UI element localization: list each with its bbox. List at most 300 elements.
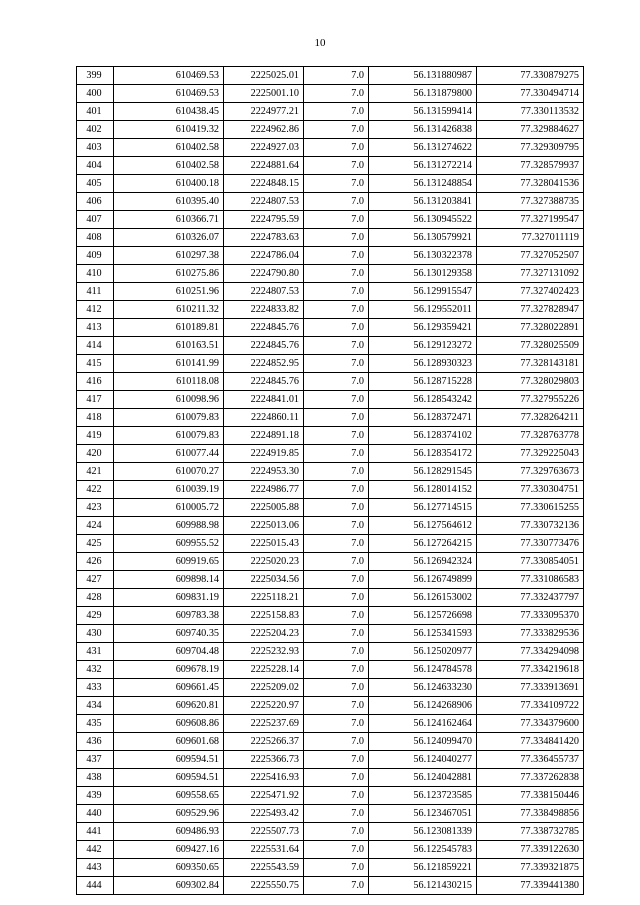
y-coordinate-cell: 2224841.01 <box>224 391 304 409</box>
longitude-cell: 77.327052507 <box>477 247 584 265</box>
height-cell: 7.0 <box>304 823 369 841</box>
height-cell: 7.0 <box>304 733 369 751</box>
table-row <box>77 121 584 139</box>
point-number-cell: 421 <box>77 463 114 481</box>
y-coordinate-cell: 2225493.42 <box>224 805 304 823</box>
latitude-cell: 56.121859221 <box>369 859 477 877</box>
height-cell: 7.0 <box>304 643 369 661</box>
height-cell: 7.0 <box>304 859 369 877</box>
height-cell: 7.0 <box>304 769 369 787</box>
y-coordinate-cell: 2224977.21 <box>224 103 304 121</box>
table-row <box>77 427 584 445</box>
y-coordinate-cell: 2225507.73 <box>224 823 304 841</box>
x-coordinate-cell: 610395.40 <box>114 193 224 211</box>
y-coordinate-cell: 2224953.30 <box>224 463 304 481</box>
y-coordinate-cell: 2225204.23 <box>224 625 304 643</box>
height-cell: 7.0 <box>304 139 369 157</box>
longitude-cell: 77.330113532 <box>477 103 584 121</box>
height-cell: 7.0 <box>304 697 369 715</box>
y-coordinate-cell: 2224795.59 <box>224 211 304 229</box>
height-cell: 7.0 <box>304 283 369 301</box>
height-cell: 7.0 <box>304 211 369 229</box>
x-coordinate-cell: 609302.84 <box>114 877 224 895</box>
table-row <box>77 139 584 157</box>
point-number-cell: 404 <box>77 157 114 175</box>
point-number-cell: 423 <box>77 499 114 517</box>
x-coordinate-cell: 609831.19 <box>114 589 224 607</box>
y-coordinate-cell: 2225209.02 <box>224 679 304 697</box>
table-row <box>77 643 584 661</box>
y-coordinate-cell: 2224891.18 <box>224 427 304 445</box>
latitude-cell: 56.125726698 <box>369 607 477 625</box>
longitude-cell: 77.330773476 <box>477 535 584 553</box>
table-row <box>77 859 584 877</box>
height-cell: 7.0 <box>304 805 369 823</box>
height-cell: 7.0 <box>304 157 369 175</box>
table-row <box>77 409 584 427</box>
longitude-cell: 77.329884627 <box>477 121 584 139</box>
coordinates-table <box>76 66 584 895</box>
table-row <box>77 283 584 301</box>
x-coordinate-cell: 610326.07 <box>114 229 224 247</box>
height-cell: 7.0 <box>304 463 369 481</box>
longitude-cell: 77.328143181 <box>477 355 584 373</box>
latitude-cell: 56.123081339 <box>369 823 477 841</box>
point-number-cell: 434 <box>77 697 114 715</box>
latitude-cell: 56.125341593 <box>369 625 477 643</box>
table-row <box>77 193 584 211</box>
x-coordinate-cell: 609350.65 <box>114 859 224 877</box>
x-coordinate-cell: 610297.38 <box>114 247 224 265</box>
point-number-cell: 411 <box>77 283 114 301</box>
table-row <box>77 715 584 733</box>
latitude-cell: 56.129552011 <box>369 301 477 319</box>
point-number-cell: 419 <box>77 427 114 445</box>
height-cell: 7.0 <box>304 625 369 643</box>
y-coordinate-cell: 2224786.04 <box>224 247 304 265</box>
point-number-cell: 416 <box>77 373 114 391</box>
point-number-cell: 435 <box>77 715 114 733</box>
x-coordinate-cell: 610077.44 <box>114 445 224 463</box>
longitude-cell: 77.327402423 <box>477 283 584 301</box>
point-number-cell: 401 <box>77 103 114 121</box>
latitude-cell: 56.124162464 <box>369 715 477 733</box>
table-row <box>77 247 584 265</box>
point-number-cell: 417 <box>77 391 114 409</box>
y-coordinate-cell: 2225034.56 <box>224 571 304 589</box>
x-coordinate-cell: 610469.53 <box>114 85 224 103</box>
y-coordinate-cell: 2225020.23 <box>224 553 304 571</box>
x-coordinate-cell: 609601.68 <box>114 733 224 751</box>
point-number-cell: 415 <box>77 355 114 373</box>
longitude-cell: 77.339441380 <box>477 877 584 895</box>
x-coordinate-cell: 610469.53 <box>114 67 224 85</box>
height-cell: 7.0 <box>304 679 369 697</box>
latitude-cell: 56.129123272 <box>369 337 477 355</box>
table-row <box>77 661 584 679</box>
table-row <box>77 769 584 787</box>
longitude-cell: 77.330615255 <box>477 499 584 517</box>
point-number-cell: 430 <box>77 625 114 643</box>
latitude-cell: 56.129359421 <box>369 319 477 337</box>
coordinates-table-body <box>77 67 584 895</box>
longitude-cell: 77.338150446 <box>477 787 584 805</box>
x-coordinate-cell: 609594.51 <box>114 769 224 787</box>
height-cell: 7.0 <box>304 661 369 679</box>
y-coordinate-cell: 2225543.59 <box>224 859 304 877</box>
longitude-cell: 77.328763778 <box>477 427 584 445</box>
longitude-cell: 77.330879275 <box>477 67 584 85</box>
latitude-cell: 56.128930323 <box>369 355 477 373</box>
latitude-cell: 56.128014152 <box>369 481 477 499</box>
x-coordinate-cell: 609608.86 <box>114 715 224 733</box>
table-row <box>77 733 584 751</box>
latitude-cell: 56.126153002 <box>369 589 477 607</box>
x-coordinate-cell: 610189.81 <box>114 319 224 337</box>
y-coordinate-cell: 2225025.01 <box>224 67 304 85</box>
point-number-cell: 428 <box>77 589 114 607</box>
x-coordinate-cell: 610366.71 <box>114 211 224 229</box>
height-cell: 7.0 <box>304 517 369 535</box>
longitude-cell: 77.330494714 <box>477 85 584 103</box>
y-coordinate-cell: 2225366.73 <box>224 751 304 769</box>
height-cell: 7.0 <box>304 877 369 895</box>
table-row <box>77 751 584 769</box>
y-coordinate-cell: 2225237.69 <box>224 715 304 733</box>
latitude-cell: 56.130322378 <box>369 247 477 265</box>
point-number-cell: 425 <box>77 535 114 553</box>
y-coordinate-cell: 2224927.03 <box>224 139 304 157</box>
x-coordinate-cell: 609678.19 <box>114 661 224 679</box>
x-coordinate-cell: 609740.35 <box>114 625 224 643</box>
y-coordinate-cell: 2224986.77 <box>224 481 304 499</box>
point-number-cell: 440 <box>77 805 114 823</box>
height-cell: 7.0 <box>304 553 369 571</box>
table-row <box>77 571 584 589</box>
table-row <box>77 301 584 319</box>
latitude-cell: 56.130579921 <box>369 229 477 247</box>
x-coordinate-cell: 610005.72 <box>114 499 224 517</box>
height-cell: 7.0 <box>304 85 369 103</box>
y-coordinate-cell: 2225005.88 <box>224 499 304 517</box>
x-coordinate-cell: 609620.81 <box>114 697 224 715</box>
x-coordinate-cell: 610251.96 <box>114 283 224 301</box>
y-coordinate-cell: 2225228.14 <box>224 661 304 679</box>
longitude-cell: 77.338498856 <box>477 805 584 823</box>
height-cell: 7.0 <box>304 607 369 625</box>
y-coordinate-cell: 2224848.15 <box>224 175 304 193</box>
point-number-cell: 402 <box>77 121 114 139</box>
longitude-cell: 77.328041536 <box>477 175 584 193</box>
height-cell: 7.0 <box>304 175 369 193</box>
latitude-cell: 56.131880987 <box>369 67 477 85</box>
point-number-cell: 407 <box>77 211 114 229</box>
latitude-cell: 56.130945522 <box>369 211 477 229</box>
latitude-cell: 56.124784578 <box>369 661 477 679</box>
height-cell: 7.0 <box>304 265 369 283</box>
point-number-cell: 399 <box>77 67 114 85</box>
latitude-cell: 56.131426838 <box>369 121 477 139</box>
y-coordinate-cell: 2225015.43 <box>224 535 304 553</box>
x-coordinate-cell: 610402.58 <box>114 139 224 157</box>
x-coordinate-cell: 610419.32 <box>114 121 224 139</box>
point-number-cell: 406 <box>77 193 114 211</box>
height-cell: 7.0 <box>304 499 369 517</box>
y-coordinate-cell: 2224860.11 <box>224 409 304 427</box>
longitude-cell: 77.327828947 <box>477 301 584 319</box>
y-coordinate-cell: 2225158.83 <box>224 607 304 625</box>
longitude-cell: 77.337262838 <box>477 769 584 787</box>
y-coordinate-cell: 2225550.75 <box>224 877 304 895</box>
point-number-cell: 439 <box>77 787 114 805</box>
longitude-cell: 77.339321875 <box>477 859 584 877</box>
height-cell: 7.0 <box>304 751 369 769</box>
latitude-cell: 56.131203841 <box>369 193 477 211</box>
height-cell: 7.0 <box>304 409 369 427</box>
table-row <box>77 175 584 193</box>
table-row <box>77 823 584 841</box>
longitude-cell: 77.331086583 <box>477 571 584 589</box>
table-row <box>77 445 584 463</box>
point-number-cell: 405 <box>77 175 114 193</box>
y-coordinate-cell: 2225416.93 <box>224 769 304 787</box>
table-row <box>77 553 584 571</box>
longitude-cell: 77.328025509 <box>477 337 584 355</box>
x-coordinate-cell: 610079.83 <box>114 409 224 427</box>
point-number-cell: 410 <box>77 265 114 283</box>
x-coordinate-cell: 610163.51 <box>114 337 224 355</box>
y-coordinate-cell: 2225220.97 <box>224 697 304 715</box>
latitude-cell: 56.128715228 <box>369 373 477 391</box>
longitude-cell: 77.327131092 <box>477 265 584 283</box>
longitude-cell: 77.328264211 <box>477 409 584 427</box>
longitude-cell: 77.328579937 <box>477 157 584 175</box>
height-cell: 7.0 <box>304 427 369 445</box>
y-coordinate-cell: 2224845.76 <box>224 373 304 391</box>
longitude-cell: 77.327388735 <box>477 193 584 211</box>
x-coordinate-cell: 610402.58 <box>114 157 224 175</box>
table-row <box>77 373 584 391</box>
y-coordinate-cell: 2224919.85 <box>224 445 304 463</box>
latitude-cell: 56.128372471 <box>369 409 477 427</box>
latitude-cell: 56.128374102 <box>369 427 477 445</box>
x-coordinate-cell: 609988.98 <box>114 517 224 535</box>
x-coordinate-cell: 610141.99 <box>114 355 224 373</box>
table-row <box>77 625 584 643</box>
height-cell: 7.0 <box>304 103 369 121</box>
latitude-cell: 56.124042881 <box>369 769 477 787</box>
longitude-cell: 77.334294098 <box>477 643 584 661</box>
point-number-cell: 436 <box>77 733 114 751</box>
height-cell: 7.0 <box>304 67 369 85</box>
table-row <box>77 481 584 499</box>
point-number-cell: 424 <box>77 517 114 535</box>
point-number-cell: 441 <box>77 823 114 841</box>
point-number-cell: 403 <box>77 139 114 157</box>
latitude-cell: 56.131879800 <box>369 85 477 103</box>
point-number-cell: 412 <box>77 301 114 319</box>
y-coordinate-cell: 2225013.06 <box>224 517 304 535</box>
longitude-cell: 77.330854051 <box>477 553 584 571</box>
y-coordinate-cell: 2224807.53 <box>224 193 304 211</box>
table-row <box>77 535 584 553</box>
x-coordinate-cell: 610400.18 <box>114 175 224 193</box>
point-number-cell: 437 <box>77 751 114 769</box>
point-number-cell: 422 <box>77 481 114 499</box>
x-coordinate-cell: 609661.45 <box>114 679 224 697</box>
page-number: 10 <box>314 37 326 49</box>
longitude-cell: 77.338732785 <box>477 823 584 841</box>
table-row <box>77 607 584 625</box>
x-coordinate-cell: 610118.08 <box>114 373 224 391</box>
table-row <box>77 697 584 715</box>
table-row <box>77 517 584 535</box>
height-cell: 7.0 <box>304 229 369 247</box>
latitude-cell: 56.128543242 <box>369 391 477 409</box>
longitude-cell: 77.328022891 <box>477 319 584 337</box>
longitude-cell: 77.334379600 <box>477 715 584 733</box>
latitude-cell: 56.129915547 <box>369 283 477 301</box>
table-row <box>77 355 584 373</box>
latitude-cell: 56.131599414 <box>369 103 477 121</box>
point-number-cell: 429 <box>77 607 114 625</box>
latitude-cell: 56.124268906 <box>369 697 477 715</box>
height-cell: 7.0 <box>304 391 369 409</box>
x-coordinate-cell: 609594.51 <box>114 751 224 769</box>
longitude-cell: 77.327955226 <box>477 391 584 409</box>
x-coordinate-cell: 609529.96 <box>114 805 224 823</box>
height-cell: 7.0 <box>304 481 369 499</box>
y-coordinate-cell: 2224852.95 <box>224 355 304 373</box>
point-number-cell: 418 <box>77 409 114 427</box>
x-coordinate-cell: 609919.65 <box>114 553 224 571</box>
table-row <box>77 211 584 229</box>
y-coordinate-cell: 2225266.37 <box>224 733 304 751</box>
point-number-cell: 427 <box>77 571 114 589</box>
longitude-cell: 77.336455737 <box>477 751 584 769</box>
longitude-cell: 77.329225043 <box>477 445 584 463</box>
point-number-cell: 432 <box>77 661 114 679</box>
point-number-cell: 413 <box>77 319 114 337</box>
latitude-cell: 56.128291545 <box>369 463 477 481</box>
table-row <box>77 463 584 481</box>
longitude-cell: 77.334109722 <box>477 697 584 715</box>
point-number-cell: 433 <box>77 679 114 697</box>
point-number-cell: 400 <box>77 85 114 103</box>
latitude-cell: 56.122545783 <box>369 841 477 859</box>
height-cell: 7.0 <box>304 319 369 337</box>
x-coordinate-cell: 610438.45 <box>114 103 224 121</box>
longitude-cell: 77.330304751 <box>477 481 584 499</box>
table-row <box>77 103 584 121</box>
point-number-cell: 431 <box>77 643 114 661</box>
point-number-cell: 438 <box>77 769 114 787</box>
height-cell: 7.0 <box>304 841 369 859</box>
table-row <box>77 391 584 409</box>
height-cell: 7.0 <box>304 589 369 607</box>
latitude-cell: 56.131272214 <box>369 157 477 175</box>
longitude-cell: 77.334841420 <box>477 733 584 751</box>
longitude-cell: 77.333829536 <box>477 625 584 643</box>
latitude-cell: 56.126749899 <box>369 571 477 589</box>
table-row <box>77 805 584 823</box>
x-coordinate-cell: 610079.83 <box>114 427 224 445</box>
point-number-cell: 408 <box>77 229 114 247</box>
x-coordinate-cell: 610275.86 <box>114 265 224 283</box>
longitude-cell: 77.339122630 <box>477 841 584 859</box>
table-row <box>77 499 584 517</box>
height-cell: 7.0 <box>304 535 369 553</box>
latitude-cell: 56.124040277 <box>369 751 477 769</box>
height-cell: 7.0 <box>304 121 369 139</box>
y-coordinate-cell: 2224790.80 <box>224 265 304 283</box>
point-number-cell: 442 <box>77 841 114 859</box>
latitude-cell: 56.124099470 <box>369 733 477 751</box>
x-coordinate-cell: 610098.96 <box>114 391 224 409</box>
y-coordinate-cell: 2225001.10 <box>224 85 304 103</box>
table-row <box>77 589 584 607</box>
longitude-cell: 77.330732136 <box>477 517 584 535</box>
y-coordinate-cell: 2224807.53 <box>224 283 304 301</box>
y-coordinate-cell: 2224845.76 <box>224 337 304 355</box>
x-coordinate-cell: 610039.19 <box>114 481 224 499</box>
height-cell: 7.0 <box>304 337 369 355</box>
point-number-cell: 444 <box>77 877 114 895</box>
height-cell: 7.0 <box>304 247 369 265</box>
latitude-cell: 56.123723585 <box>369 787 477 805</box>
latitude-cell: 56.127564612 <box>369 517 477 535</box>
y-coordinate-cell: 2224783.63 <box>224 229 304 247</box>
longitude-cell: 77.329309795 <box>477 139 584 157</box>
latitude-cell: 56.124633230 <box>369 679 477 697</box>
x-coordinate-cell: 609704.48 <box>114 643 224 661</box>
height-cell: 7.0 <box>304 355 369 373</box>
longitude-cell: 77.328029803 <box>477 373 584 391</box>
table-row <box>77 85 584 103</box>
y-coordinate-cell: 2224881.64 <box>224 157 304 175</box>
y-coordinate-cell: 2225531.64 <box>224 841 304 859</box>
table-row <box>77 877 584 895</box>
height-cell: 7.0 <box>304 571 369 589</box>
longitude-cell: 77.327011119 <box>477 229 584 247</box>
longitude-cell: 77.327199547 <box>477 211 584 229</box>
point-number-cell: 409 <box>77 247 114 265</box>
x-coordinate-cell: 610070.27 <box>114 463 224 481</box>
x-coordinate-cell: 609486.93 <box>114 823 224 841</box>
longitude-cell: 77.334219618 <box>477 661 584 679</box>
point-number-cell: 443 <box>77 859 114 877</box>
latitude-cell: 56.125020977 <box>369 643 477 661</box>
table-row <box>77 67 584 85</box>
y-coordinate-cell: 2224845.76 <box>224 319 304 337</box>
latitude-cell: 56.130129358 <box>369 265 477 283</box>
table-row <box>77 787 584 805</box>
latitude-cell: 56.127714515 <box>369 499 477 517</box>
height-cell: 7.0 <box>304 301 369 319</box>
table-row <box>77 337 584 355</box>
x-coordinate-cell: 609955.52 <box>114 535 224 553</box>
longitude-cell: 77.332437797 <box>477 589 584 607</box>
x-coordinate-cell: 609427.16 <box>114 841 224 859</box>
point-number-cell: 426 <box>77 553 114 571</box>
latitude-cell: 56.126942324 <box>369 553 477 571</box>
point-number-cell: 414 <box>77 337 114 355</box>
y-coordinate-cell: 2224962.86 <box>224 121 304 139</box>
height-cell: 7.0 <box>304 193 369 211</box>
table-row <box>77 679 584 697</box>
latitude-cell: 56.128354172 <box>369 445 477 463</box>
latitude-cell: 56.127264215 <box>369 535 477 553</box>
